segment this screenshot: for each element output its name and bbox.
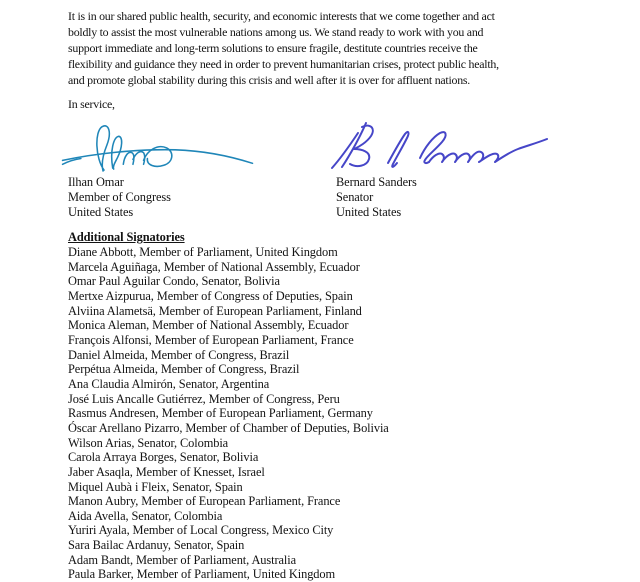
bernard-sanders-signature [326, 112, 558, 172]
signer-country: United States [68, 205, 134, 220]
signatory-line: Daniel Almeida, Member of Congress, Brazil [68, 347, 290, 362]
signatory-line: Rasmus Andresen, Member of European Parliament, Germany [68, 406, 373, 421]
paragraph-line: flexibility and guidance they need in order to prevent humanitarian crises, protect public health, [68, 57, 499, 72]
signatory-line: Ana Claudia Almirón, Senator, Argentina [68, 376, 270, 391]
signatory-line: Wilson Arias, Senator, Colombia [68, 435, 229, 450]
signer-block-bernard-sanders [336, 175, 417, 221]
additional-signatories-heading: Additional Signatories [68, 230, 185, 244]
paragraph-line: and promote global stability during this crisis and well after it is over for affluent nations. [68, 73, 471, 88]
signatory-line: François Alfonsi, Member of European Parliament, France [68, 332, 354, 347]
bernard-sanders-signature-strokes [332, 123, 547, 168]
signatory-line: Yuriri Ayala, Member of Local Congress, Mexico City [68, 523, 334, 538]
paragraph-line: support immediate and long-term solutions to ensure fragile, destitute countries receive the [68, 41, 478, 56]
signatory-line: Óscar Arellano Pizarro, Member of Chamber of Deputies, Bolivia [68, 420, 389, 435]
signatory-line: Paula Barker, Member of Parliament, United Kingdom [68, 567, 336, 582]
signer-name: Bernard Sanders [336, 175, 417, 189]
signatory-line: Miquel Aubà i Fleix, Senator, Spain [68, 479, 243, 494]
signer-country: United States [336, 205, 402, 220]
signatory-line: Adam Bandt, Member of Parliament, Australia [68, 552, 296, 567]
signer-title: Member of Congress [68, 190, 171, 205]
paragraph-line: It is in our shared public health, security, and economic interests that we come together and act [68, 9, 495, 23]
letter-body-paragraph [68, 8, 598, 88]
signatory-line: Monica Aleman, Member of National Assembly, Ecuador [68, 318, 349, 333]
signer-block-ilhan-omar [68, 175, 171, 221]
ilhan-omar-signature [56, 118, 261, 172]
signatory-line: Alviina Alametsä, Member of European Parliament, Finland [68, 303, 362, 318]
signatory-line: Carola Arraya Borges, Senator, Bolivia [68, 450, 259, 465]
additional-signatories-list [68, 245, 628, 582]
paragraph-line: boldly to assist the most vulnerable nations among us. We stand ready to work with you and [68, 25, 484, 40]
signatory-line: Omar Paul Aguilar Condo, Senator, Bolivia [68, 274, 280, 289]
signatory-line: Aida Avella, Senator, Colombia [68, 508, 223, 523]
signatory-line: Manon Aubry, Member of European Parliament, France [68, 494, 341, 509]
signatory-line: Marcela Aguiñaga, Member of National Assembly, Ecuador [68, 259, 360, 274]
signatory-line: José Luis Ancalle Gutiérrez, Member of Congress, Peru [68, 391, 340, 406]
ilhan-omar-signature-strokes [63, 126, 253, 171]
signer-title: Senator [336, 190, 374, 205]
closing-line: In service, [68, 97, 115, 111]
signatory-line: Sara Bailac Ardanuy, Senator, Spain [68, 538, 245, 553]
signatory-line: Jaber Asaqla, Member of Knesset, Israel [68, 464, 265, 479]
signatory-line: Mertxe Aizpurua, Member of Congress of Deputies, Spain [68, 288, 353, 303]
signatory-line: Diane Abbott, Member of Parliament, United Kingdom [68, 245, 338, 259]
signatory-line: Perpétua Almeida, Member of Congress, Brazil [68, 362, 300, 377]
signer-name: Ilhan Omar [68, 175, 124, 189]
